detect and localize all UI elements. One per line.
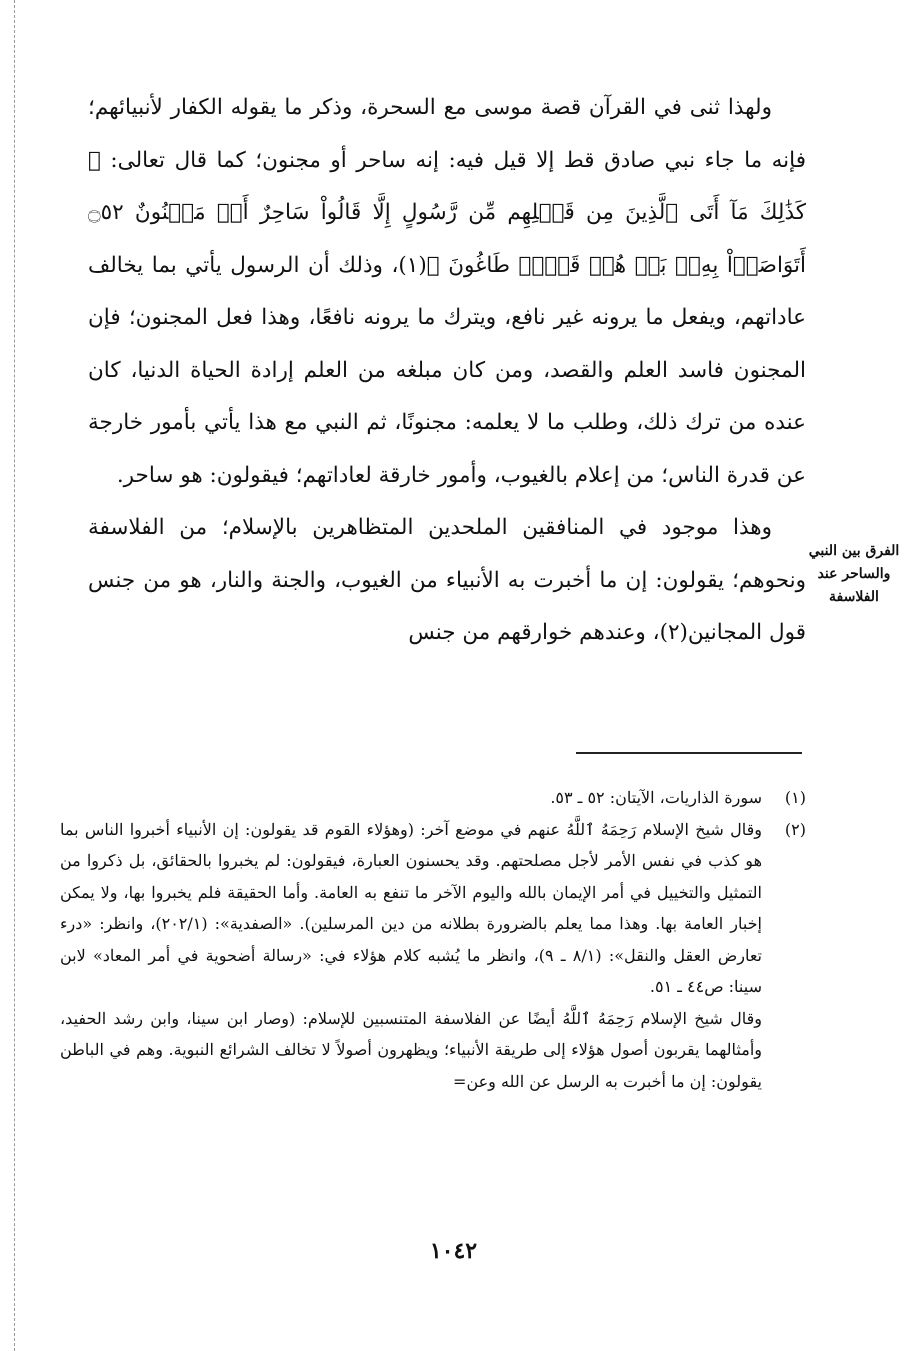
- footnote-2-number: (٢): [784, 819, 806, 839]
- margin-note-line-1: الفرق بين النبي: [808, 543, 900, 559]
- footnote-2-text-1: وقال شيخ الإسلام رَحِمَهُ ٱللَّهُ عنهم في موضع آخر: (وهؤلاء القوم قد يقولون: إن الأنبياء أخبروا الناس بما هو كذب في نفس الأمر لأجل مصلحتهم. وقد يحسنون العبارة، فيقولون: لم يخبروا بالحقائق، بل ذكروا من التمثيل والتخييل في أمر الإيمان بالله واليوم الآخر ما تنفع به العامة. وأما الحقيقة فلم يخبروا بها، ولا يمكن إخبار العامة بها. وهذا مما يعلم بالضرورة بطلانه من دين المرسلين). «الصفدية»: (٢٠٢/١)، وانظر: «درء تعارض العقل والنقل»: (٨/١ ـ ٩)، وانظر ما يُشبه كلام هؤلاء في: «رسالة أضحوية في أمر المعاد» لابن سينا: ص٤٤ ـ ٥١.: [60, 819, 762, 996]
- footnote-1-text: سورة الذاريات، الآيتان: ٥٢ ـ ٥٣.: [550, 788, 762, 807]
- footnotes: [60, 782, 806, 1097]
- footnote-2: [60, 814, 806, 1098]
- paragraph-2: وهذا موجود في المنافقين الملحدين المتظاهرين بالإسلام؛ من الفلاسفة ونحوهم؛ يقولون: إن ما أخبرت به الأنبياء من الغيوب، والجنة والنار، هو من جنس قول المجانين(٢)، وعندهم خوارقهم من جنس: [88, 515, 806, 645]
- footnote-separator: [576, 752, 802, 754]
- footnote-1-number: (١): [784, 788, 806, 807]
- page-number: ١٠٤٢: [429, 1238, 478, 1264]
- margin-note-line-2: والساحر عند: [817, 566, 891, 582]
- footnote-2-text-2: وقال شيخ الإسلام رَحِمَهُ ٱللَّهُ أيضًا عن الفلاسفة المتنسبين للإسلام: (وصار ابن سينا، وابن رشد الحفيد، وأمثالهما يقربون أصول هؤلاء إلى طريقة الأنبياء؛ ويظهرون أصولاً لا تخالف الشرائع النبوية. وهم في الباطن يقولون: إن ما أخبرت به الرسل عن الله وعن=: [60, 1008, 762, 1091]
- margin-note-line-3: الفلاسفة: [829, 589, 879, 605]
- page-edge-line: [14, 0, 15, 1351]
- footnote-1: [60, 782, 806, 814]
- margin-note: [808, 540, 900, 609]
- main-text: [88, 82, 806, 660]
- paragraph-1: ولهذا ثنى في القرآن قصة موسى مع السحرة، وذكر ما يقوله الكفار لأنبيائهم؛ فإنه ما جاء نبي صادق قط إلا قيل فيه: إنه ساحر أو مجنون؛ كما قال تعالى: ﴿ كَذَٰلِكَ مَآ أَتَى ٱلَّذِينَ مِن قَبۡلِهِم مِّن رَّسُولٍ إِلَّا قَالُواْ سَاحِرٌ أَوۡ مَجۡنُونٌ ۝٥٢ أَتَوَاصَوۡاْ بِهِۦۚ بَلۡ هُمۡ قَوۡمٞ طَاغُونَ ﴾(١)، وذلك أن الرسول يأتي بما يخالف عاداتهم، ويفعل ما يرونه غير نافع، ويترك ما يرونه نافعًا، وهذا فعل المجنون؛ فإن المجنون فاسد العلم والقصد، ومن كان مبلغه من العلم إرادة الحياة الدنيا، كان عنده من ترك ذلك، وطلب ما لا يعلمه: مجنونًا، ثم النبي مع هذا يأتي بأمور خارجة عن قدرة الناس؛ من إعلام بالغيوب، وأمور خارقة لعاداتهم؛ فيقولون: هو ساحر.: [88, 95, 806, 488]
